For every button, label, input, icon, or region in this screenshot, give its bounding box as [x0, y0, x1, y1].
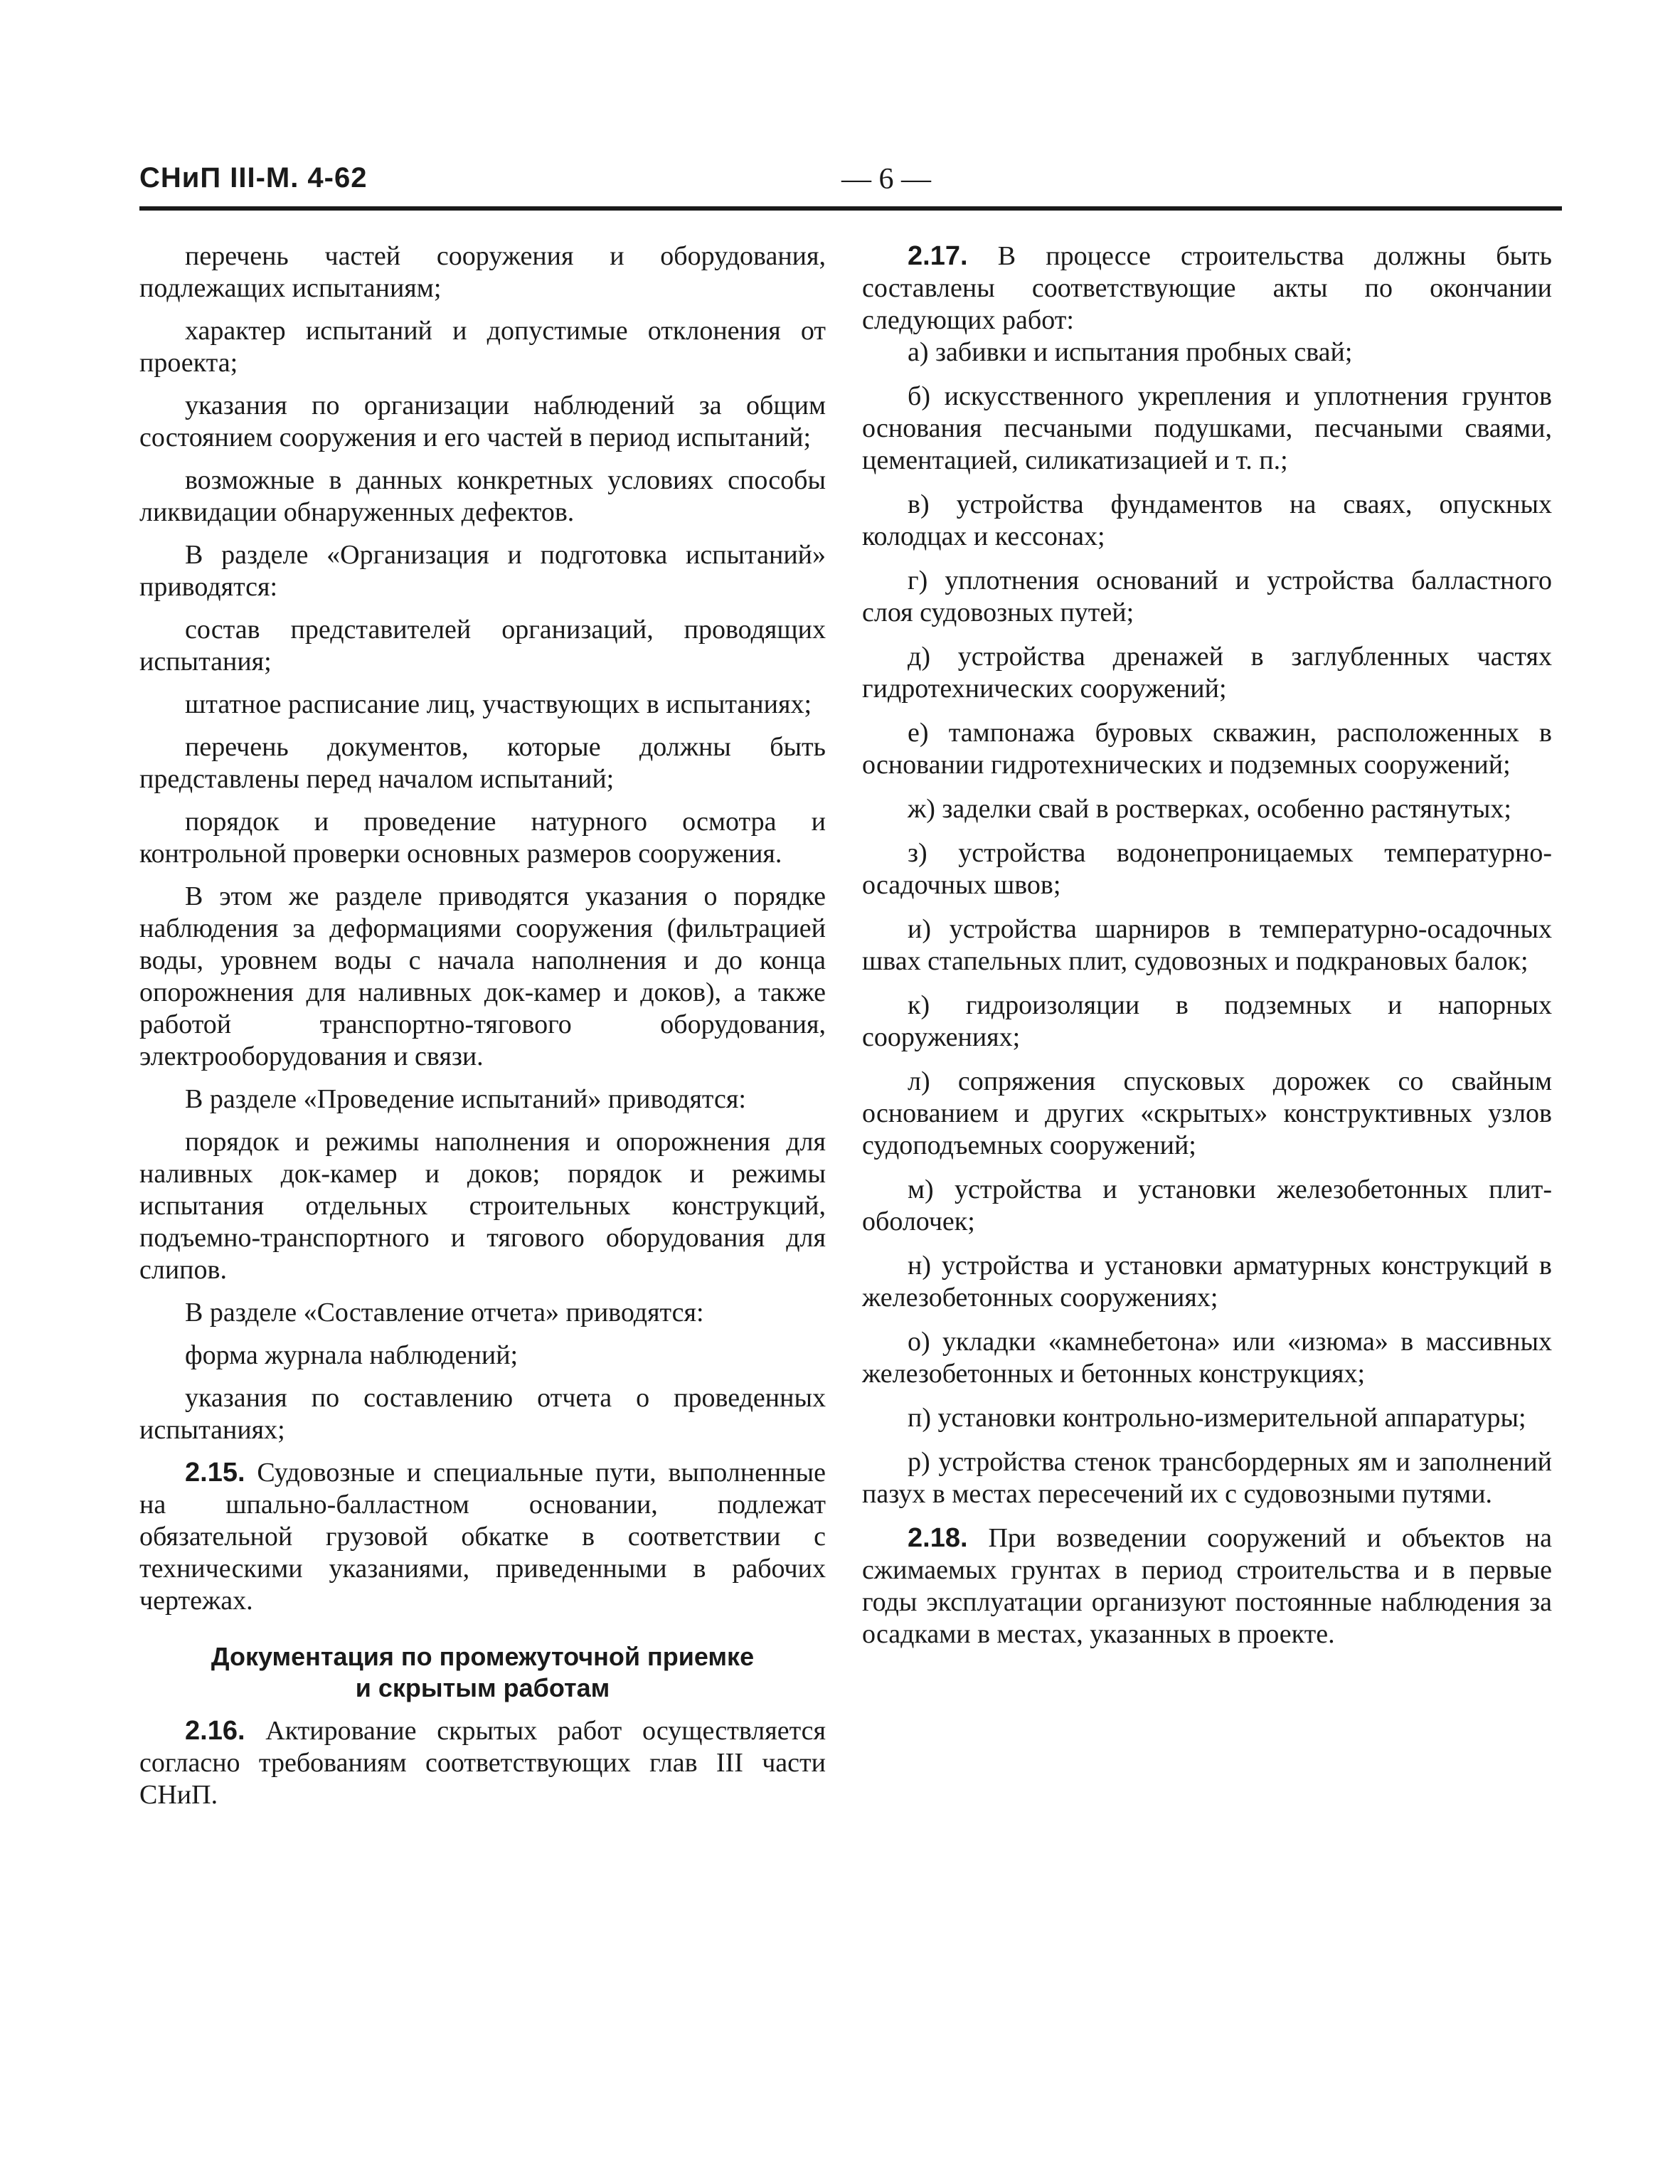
page-header	[139, 162, 1562, 205]
clause-text: В процессе строительства должны быть составлены соответствующие акты по окончании следующих работ:	[862, 241, 1552, 335]
list-item: и) устройства шарниров в температурно-осадочных швах стапельных плит, судовозных и подкрановых балок;	[862, 914, 1552, 976]
paragraph: указания по составлению отчета о проведенных испытаниях;	[139, 1383, 826, 1445]
clause-text: При возведении сооружений и объектов на сжимаемых грунтах в период строительства и в первые годы эксплуатации организуют постоянные наблюдения за осадками в местах, указанных в проекте.	[862, 1523, 1552, 1649]
paragraph: порядок и режимы наполнения и опорожнения для наливных док-камер и доков; порядок и режимы испытания отдельных строительных конструкций, подъемно-транспортного и тягового оборудования для слипов.	[139, 1127, 826, 1285]
clause-number: 2.18.	[908, 1523, 968, 1553]
section-heading-line-1: Документация по промежуточной приемке	[211, 1642, 755, 1671]
clause-2-17	[862, 240, 1552, 336]
paragraph: порядок и проведение натурного осмотра и контрольной проверки основных размеров сооружения.	[139, 807, 826, 869]
paragraph: штатное расписание лиц, участвующих в испытаниях;	[185, 689, 812, 719]
list-item: л) сопряжения спусковых дорожек со свайным основанием и других «скрытых» конструктивных узлов судоподъемных сооружений;	[862, 1066, 1552, 1160]
clause-number: 2.16.	[185, 1716, 245, 1746]
clause-number: 2.17.	[908, 241, 968, 271]
clause-text: Актирование скрытых работ осуществляется согласно требованиям соответствующих глав III части СНиП.	[139, 1716, 826, 1810]
list-item: м) устройства и установки железобетонных плит-оболочек;	[862, 1175, 1552, 1236]
list-item: б) искусственного укрепления и уплотнения грунтов основания песчаными подушками, песчаными сваями, цементацией, силикатизацией и т. п.;	[862, 381, 1552, 475]
clause-text: Судовозные и специальные пути, выполненные на шпально-балластном основании, подлежат обязательной грузовой обкатке в соответствии с техническими указаниями, приведенными в рабочих чертежах.	[139, 1458, 826, 1616]
list-item: н) устройства и установки арматурных конструкций в железобетонных сооружениях;	[862, 1251, 1552, 1313]
paragraph: форма журнала наблюдений;	[185, 1340, 519, 1370]
list-item: ж) заделки свай в ростверках, особенно растянутых;	[908, 794, 1511, 824]
clause-2-18	[862, 1522, 1552, 1650]
section-heading	[139, 1641, 826, 1704]
paragraph: состав представителей организаций, проводящих испытания;	[139, 615, 826, 677]
paragraph: В этом же разделе приводятся указания о порядке наблюдения за деформациями сооружения (фильтрацией воды, уровнем воды с начала наполнения и до конца опорожнения для наливных док-камер и доков), а также работой транспортно-тягового оборудования, электрооборудования и связи.	[139, 881, 826, 1071]
list-item: к) гидроизоляции в подземных и напорных сооружениях;	[862, 990, 1552, 1052]
work-items-list	[862, 336, 1552, 1510]
list-item: в) устройства фундаментов на сваях, опускных колодцах и кессонах;	[862, 489, 1552, 551]
document-code: СНиП III-М. 4-62	[139, 162, 368, 194]
list-item: е) тампонажа буровых скважин, расположенных в основании гидротехнических и подземных сооружений;	[862, 718, 1552, 780]
paragraph: перечень частей сооружения и оборудования, подлежащих испытаниям;	[139, 241, 826, 303]
clause-2-16	[139, 1715, 826, 1811]
left-column	[139, 240, 826, 1822]
header-rule	[139, 206, 1562, 211]
clause-number: 2.15.	[185, 1458, 245, 1488]
list-item: а) забивки и испытания пробных свай;	[908, 337, 1353, 367]
clause-2-15	[139, 1457, 826, 1617]
right-column	[862, 240, 1552, 1661]
section-heading-line-2: и скрытым работам	[355, 1673, 610, 1702]
paragraph: характер испытаний и допустимые отклонения от проекта;	[139, 316, 826, 378]
paragraph: В разделе «Составление отчета» приводятся:	[185, 1298, 704, 1327]
paragraph: возможные в данных конкретных условиях способы ликвидации обнаруженных дефектов.	[139, 465, 826, 527]
list-item: д) устройства дренажей в заглубленных частях гидротехнических сооружений;	[862, 642, 1552, 704]
list-item: г) уплотнения оснований и устройства балластного слоя судовозных путей;	[862, 566, 1552, 627]
paragraph: В разделе «Проведение испытаний» приводятся:	[185, 1084, 746, 1114]
paragraph: указания по организации наблюдений за общим состоянием сооружения и его частей в период испытаний;	[139, 391, 826, 452]
list-item: з) устройства водонепроницаемых температурно-осадочных швов;	[862, 838, 1552, 900]
paragraph: В разделе «Организация и подготовка испытаний» приводятся:	[139, 540, 826, 602]
page-number: — 6 —	[841, 163, 931, 196]
list-item: р) устройства стенок трансбордерных ям и заполнений пазух в местах пересечений их с судовозными путями.	[862, 1447, 1552, 1509]
list-item: п) установки контрольно-измерительной аппаратуры;	[908, 1403, 1526, 1433]
paragraph: перечень документов, которые должны быть представлены перед началом испытаний;	[139, 732, 826, 794]
list-item: о) укладки «камнебетона» или «изюма» в массивных железобетонных и бетонных конструкциях;	[862, 1327, 1552, 1389]
